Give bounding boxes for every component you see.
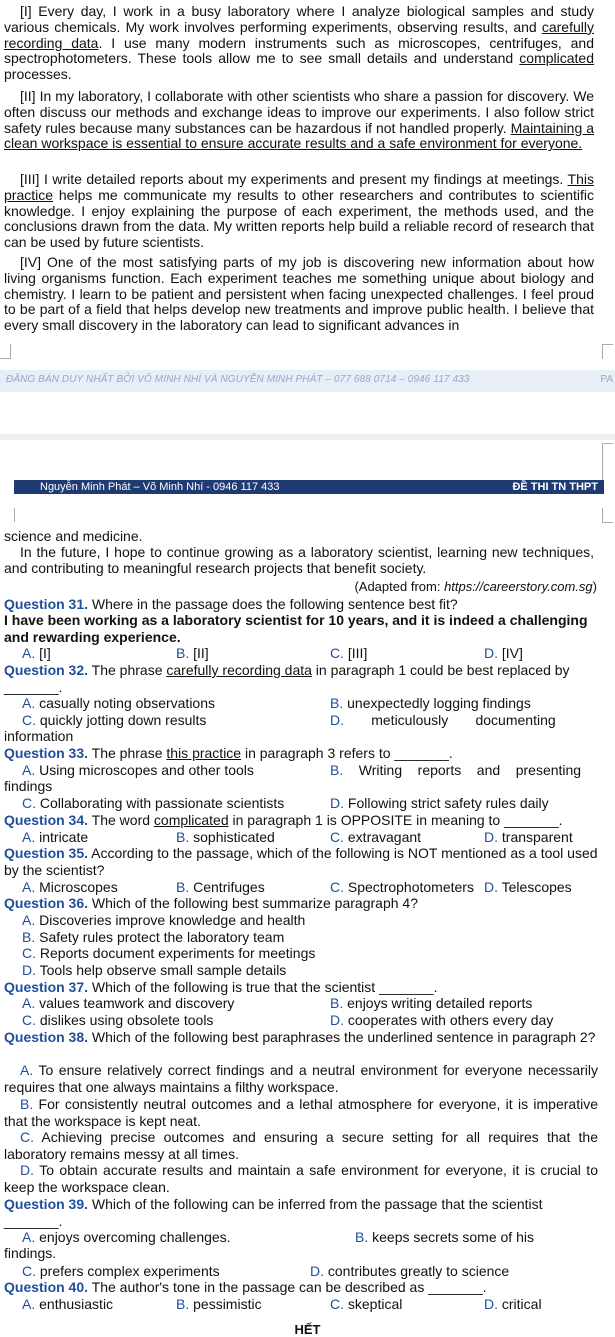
option-b[interactable]: B. sophisticated	[176, 829, 275, 845]
answer-blank: _______.	[504, 812, 563, 828]
header-author: Nguyễn Minh Phát – Võ Minh Nhí - 0946 117 433	[40, 481, 280, 493]
option-a[interactable]: A. intricate	[22, 829, 89, 845]
option-b[interactable]: B. Writing reports and presenting	[330, 762, 582, 778]
option-a[interactable]: A. Using microscopes and other tools	[22, 762, 254, 778]
option-d[interactable]: D. transparent	[484, 829, 573, 845]
question-33	[4, 745, 598, 762]
option-a[interactable]: A. Discoveries improve knowledge and health	[22, 912, 306, 928]
paragraph-label: [II]	[20, 88, 36, 104]
underlined-word: complicated	[153, 812, 229, 828]
question-35	[4, 845, 598, 878]
option-b-cont: findings	[4, 778, 53, 794]
option-b-cont: findings.	[4, 1245, 57, 1261]
paragraph-text: helps me communicate my results to other researchers and contributes to scientific knowledge. I enjoy explaining the purpose of each experiment, the methods used, and the conclusions drawn from the data. My written reports help build a reliable record of research that can be used by future scientists.	[4, 186, 594, 251]
crop-mark	[602, 443, 613, 480]
source-prefix: (Adapted from:	[354, 579, 445, 594]
option-b[interactable]: B. [II]	[176, 645, 209, 661]
option-a[interactable]: A. values teamwork and discovery	[22, 995, 235, 1011]
option-a[interactable]: A. Microscopes	[22, 879, 118, 895]
option-a[interactable]: A. enthusiastic	[22, 1296, 114, 1312]
question-text: Which of the following can be inferred from the passage that the scientist	[88, 1196, 543, 1212]
inserted-sentence: I have been working as a laboratory scientist for 10 years, and it is indeed a challenging and rewarding experience.	[4, 612, 588, 645]
option-b[interactable]: B. pessimistic	[176, 1296, 262, 1312]
option-text: B. For consistently neutral outcomes and a lethal atmosphere for everyone, it is imperative that the workspace is kept neat.	[4, 1096, 598, 1129]
question-number: Question 38.	[4, 1029, 89, 1045]
underlined-phrase: carefully recording data	[166, 662, 312, 678]
option-c[interactable]: C. [III]	[330, 645, 368, 661]
paragraph-text: Every day, I work in a busy laboratory where I analyze biological samples and study various chemicals. My work involves performing experiments, observing results, and	[4, 3, 594, 35]
crop-mark	[602, 508, 613, 523]
question-text: The phrase	[88, 745, 167, 761]
paragraph-continuation: science and medicine.	[4, 528, 143, 544]
option-d[interactable]: D. contributes greatly to science	[310, 1263, 510, 1279]
option-d[interactable]: D. Tools help observe small sample details	[22, 962, 287, 978]
option-d[interactable]: D. [IV]	[484, 645, 523, 661]
option-c[interactable]: C. quickly jotting down results	[22, 712, 207, 728]
underlined-word: complicated	[519, 50, 594, 67]
option-b[interactable]	[4, 1096, 598, 1129]
question-40	[4, 1279, 598, 1296]
option-d[interactable]: D. Following strict safety rules daily	[330, 795, 549, 811]
option-a[interactable]: A. enjoys overcoming challenges.	[22, 1229, 231, 1245]
question-number: Question 31.	[4, 596, 89, 612]
crop-mark	[4, 508, 15, 522]
header-title: ĐỀ THI TN THPT	[512, 481, 598, 493]
crop-mark	[0, 344, 11, 359]
page-footer-bar	[0, 370, 615, 392]
paragraph-5	[4, 545, 594, 577]
question-text: The author's tone in the passage can be described as	[88, 1279, 429, 1295]
underlined-sentence: Maintaining a clean workspace is essential to ensure accurate results and a safe environment for everyone.	[4, 119, 594, 152]
question-text: According to the passage, which of the following is NOT mentioned as a tool used by the scientist?	[4, 845, 598, 878]
paragraph-text: In the future, I hope to continue growing as a laboratory scientist, learning new techniques, and contributing to meaningful research projects that benefit society.	[4, 544, 594, 576]
crop-mark	[602, 344, 613, 359]
option-b[interactable]: B. Safety rules protect the laboratory team	[22, 929, 285, 945]
answer-blank: _______.	[4, 1212, 63, 1229]
underlined-phrase: this practice	[166, 745, 242, 761]
option-d[interactable]: D. cooperates with others every day	[330, 1012, 554, 1028]
page-header-bar	[14, 480, 604, 494]
question-39	[4, 1196, 598, 1229]
option-d[interactable]: D. Telescopes	[484, 879, 572, 895]
option-a[interactable]	[4, 1062, 598, 1095]
paragraph-label: [IV]	[20, 254, 42, 270]
paragraph-text: One of the most satisfying parts of my job is discovering new information about how living organisms function. Each experiment teaches me something unique about biology and chemistry. I learn to be patient and persistent when facing unexpected challenges. I feel proud to be part of a field that helps develop new treatments and improve public health. I believe that every small discovery in the laboratory can lead to significant advances in	[4, 254, 594, 334]
answer-blank: _______.	[379, 979, 438, 995]
paragraph-text: . I use many modern instruments such as microscopes, centrifuges, and spectrophotometers. These tools allow me to see small details and understand	[4, 34, 594, 67]
option-a[interactable]: A. [I]	[22, 645, 51, 661]
paragraph-3	[4, 172, 594, 251]
option-text: A. To ensure relatively correct findings and a neutral environment for everyone necessarily requires that one always maintains a filthy workspace.	[4, 1062, 598, 1095]
paragraph-4	[4, 255, 594, 334]
option-c[interactable]: C. Reports document experiments for meetings	[22, 945, 316, 961]
answer-blank: _______.	[428, 1279, 487, 1295]
option-c[interactable]	[4, 1129, 598, 1162]
paragraph-text: processes.	[4, 66, 72, 83]
question-text: The phrase	[88, 662, 167, 678]
paragraph-label: [III]	[20, 171, 40, 187]
question-number: Question 37.	[4, 979, 89, 995]
paragraph-1	[4, 4, 594, 83]
option-b[interactable]: B. Centrifuges	[176, 879, 265, 895]
question-number: Question 32.	[4, 662, 89, 678]
option-d[interactable]	[4, 1162, 598, 1195]
question-text: Which of the following is true that the scientist	[88, 979, 380, 995]
question-text: in paragraph 1 could be best replaced by	[311, 662, 570, 678]
page-divider	[0, 434, 615, 440]
option-b[interactable]: B. keeps secrets some of his	[355, 1229, 534, 1245]
question-text: in paragraph 3 refers to	[241, 745, 395, 761]
option-d-cont: information	[4, 728, 74, 744]
question-32	[4, 662, 598, 695]
paragraph-text: I write detailed reports about my experiments and present my findings at meetings.	[39, 171, 568, 187]
answer-blank: _______.	[394, 745, 453, 761]
source-suffix: )	[592, 579, 597, 594]
option-c[interactable]: C. Collaborating with passionate scientists	[22, 795, 285, 811]
underlined-phrase: carefully recording data	[4, 18, 594, 51]
footer-bar-text: ĐĂNG BÁN DUY NHẤT BỞI VÕ MINH NHÍ VÀ NGUYỄN MINH PHÁT – 077 688 0714 – 0946 117 433	[6, 374, 470, 385]
question-31	[4, 596, 598, 613]
footer-page-label: PA	[600, 374, 613, 385]
option-c[interactable]: C. Spectrophotometers	[330, 879, 474, 895]
question-34	[4, 812, 598, 829]
option-text: D. To obtain accurate results and maintain a safe environment for everyone, it is crucial to keep the workspace clean.	[4, 1162, 598, 1195]
option-c[interactable]: C. extravagant	[330, 829, 422, 845]
option-b[interactable]: B. unexpectedly logging findings	[330, 695, 531, 711]
option-d[interactable]: D. critical	[484, 1296, 542, 1312]
option-b[interactable]: B. enjoys writing detailed reports	[330, 995, 533, 1011]
source-citation	[354, 579, 597, 594]
question-number: Question 40.	[4, 1279, 89, 1295]
question-38	[4, 1029, 598, 1046]
paragraph-label: [I]	[20, 3, 32, 19]
question-text: Which of the following best summarize paragraph 4?	[88, 895, 418, 911]
question-number: Question 33.	[4, 745, 89, 761]
option-text: C. Achieving precise outcomes and ensuring a secure setting for all requires that the laboratory remains messy at all times.	[4, 1129, 598, 1162]
option-d[interactable]: D. meticulously documenting	[330, 712, 556, 728]
question-text: in paragraph 1 is OPPOSITE in meaning to	[228, 812, 505, 828]
end-marker: HẾT	[294, 1322, 321, 1337]
question-text: Where in the passage does the following sentence best fit?	[88, 596, 458, 612]
option-a[interactable]: A. casually noting observations	[22, 695, 216, 711]
option-c[interactable]: C. dislikes using obsolete tools	[22, 1012, 214, 1028]
question-number: Question 36.	[4, 895, 89, 911]
question-number: Question 39.	[4, 1196, 89, 1212]
question-37	[4, 979, 598, 996]
question-36	[4, 895, 598, 912]
question-number: Question 34.	[4, 812, 89, 828]
option-c[interactable]: C. prefers complex experiments	[22, 1263, 220, 1279]
answer-blank: _______.	[4, 678, 63, 695]
paragraph-2	[4, 89, 594, 152]
option-c[interactable]: C. skeptical	[330, 1296, 403, 1312]
source-url: https://careerstory.com.sg	[444, 579, 593, 594]
underlined-phrase: This practice	[4, 171, 594, 203]
paragraph-text: In my laboratory, I collaborate with other scientists who share a passion for discovery. We often discuss our methods and exchange ideas to improve our experiments. I also follow strict safety rules because many substances can be hazardous if not handled properly.	[4, 88, 594, 136]
question-text: The word	[88, 812, 154, 828]
question-text: Which of the following best paraphrases the underlined sentence in paragraph 2?	[88, 1029, 596, 1045]
question-number: Question 35.	[4, 845, 89, 861]
